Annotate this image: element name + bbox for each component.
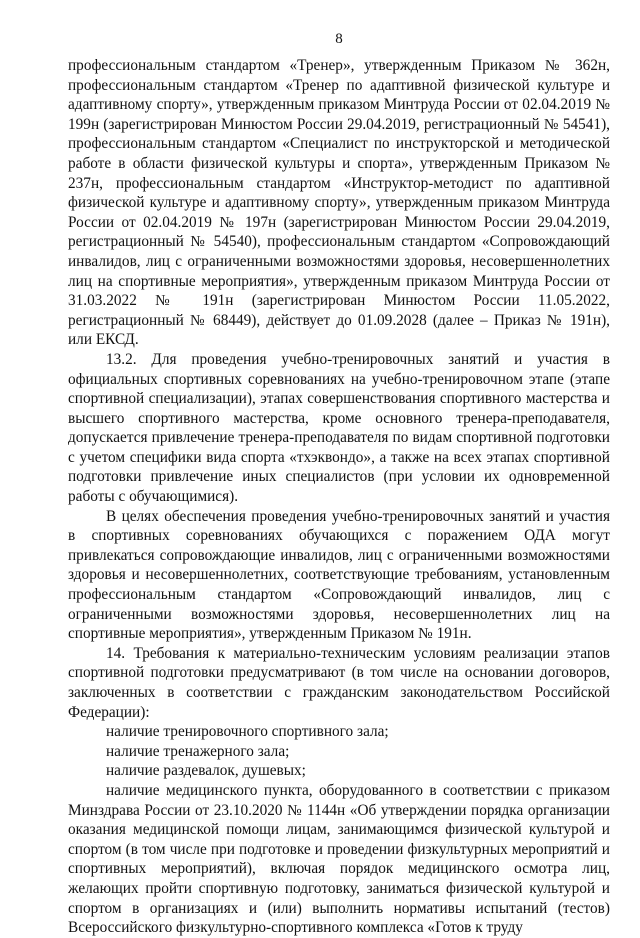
- paragraph-14-requirements: 14. Требования к материально-техническим условиям реализации этапов спортивной подготовки предусматривают (в том числе на основании договоров, заключенных в соответствии с гражданским законодательством Российской Федерации):: [68, 644, 610, 721]
- paragraph-13-2: 13.2. Для проведения учебно-тренировочных занятий и участия в официальных спортивных соревнованиях на учебно-тренировочном этапе (этапе спортивной специализации), этапах совершенствования спортивного мастерства и высшего спортивного мастерства, кроме основного тренера-преподавателя, допускается привлечение тренера-преподавателя по видам спортивной подготовки с учетом специфики вида спорта «тхэквондо», а также на всех этапах спортивной подготовки привлечение иных специалистов (при условии их одновременной работы с обучающимися).: [68, 350, 610, 506]
- requirements-list: [68, 722, 610, 781]
- list-item: наличие раздевалок, душевых;: [106, 762, 306, 780]
- paragraph-oda-escorts: В целях обеспечения проведения учебно-тренировочных занятий и участия в спортивных соревнованиях обучающихся с поражением ОДА могут привлекаться сопровождающие инвалидов, лиц с ограниченными возможностями здоровья и несовершеннолетних, соответствующие требованиям, установленным профессиональным стандартом «Сопровождающий инвалидов, лиц с ограниченными возможностями здоровья, несовершеннолетних лиц на спортивные мероприятия», утвержденным Приказом № 191н.: [68, 507, 610, 643]
- paragraph-professional-standards: профессиональным стандартом «Тренер», утвержденным Приказом № 362н, профессиональным стандартом «Тренер по адаптивной физической культуре и адаптивному спорту», утвержденным приказом Минтруда России от 02.04.2019 № 199н (зарегистрирован Минюстом России 29.04.2019, регистрационный № 54541), профессиональным стандартом «Специалист по инструкторской и методической работе в области физической культуры и спорта», утвержденным Приказом № 237н, профессиональным стандартом «Инструктор-методист по адаптивной физической культуре и адаптивному спорту», утвержденным приказом Минтруда России от 02.04.2019 № 197н (зарегистрирован Минюстом России 29.04.2019, регистрационный № 54540), профессиональным стандартом «Сопровождающий инвалидов, лиц с ограниченными возможностями здоровья, несовершеннолетних лиц на спортивные мероприятия», утвержденным приказом Минтруда России от 31.03.2022 № 191н (зарегистрирован Минюстом России 11.05.2022, регистрационный № 68449), действует до 01.09.2028 (далее – Приказ № 191н), или ЕКСД.: [68, 57, 610, 349]
- paragraph-medical-point: наличие медицинского пункта, оборудованного в соответствии с приказом Минздрава России от 23.10.2020 № 1144н «Об утверждении порядка организации оказания медицинской помощи лицам, занимающимся физической культурой и спортом (в том числе при подготовке и проведении физкультурных мероприятий и спортивных мероприятий), включая порядок медицинского осмотра лиц, желающих пройти спортивную подготовку, заниматься физической культурой и спортом в организациях и (или) выполнить нормативы испытаний (тестов) Всероссийского физкультурно-спортивного комплекса «Готов к труду: [68, 781, 610, 937]
- list-item: наличие тренировочного спортивного зала;: [106, 723, 389, 741]
- page-number: 8: [335, 31, 343, 47]
- document-page: [68, 30, 610, 938]
- list-item: наличие тренажерного зала;: [106, 742, 290, 760]
